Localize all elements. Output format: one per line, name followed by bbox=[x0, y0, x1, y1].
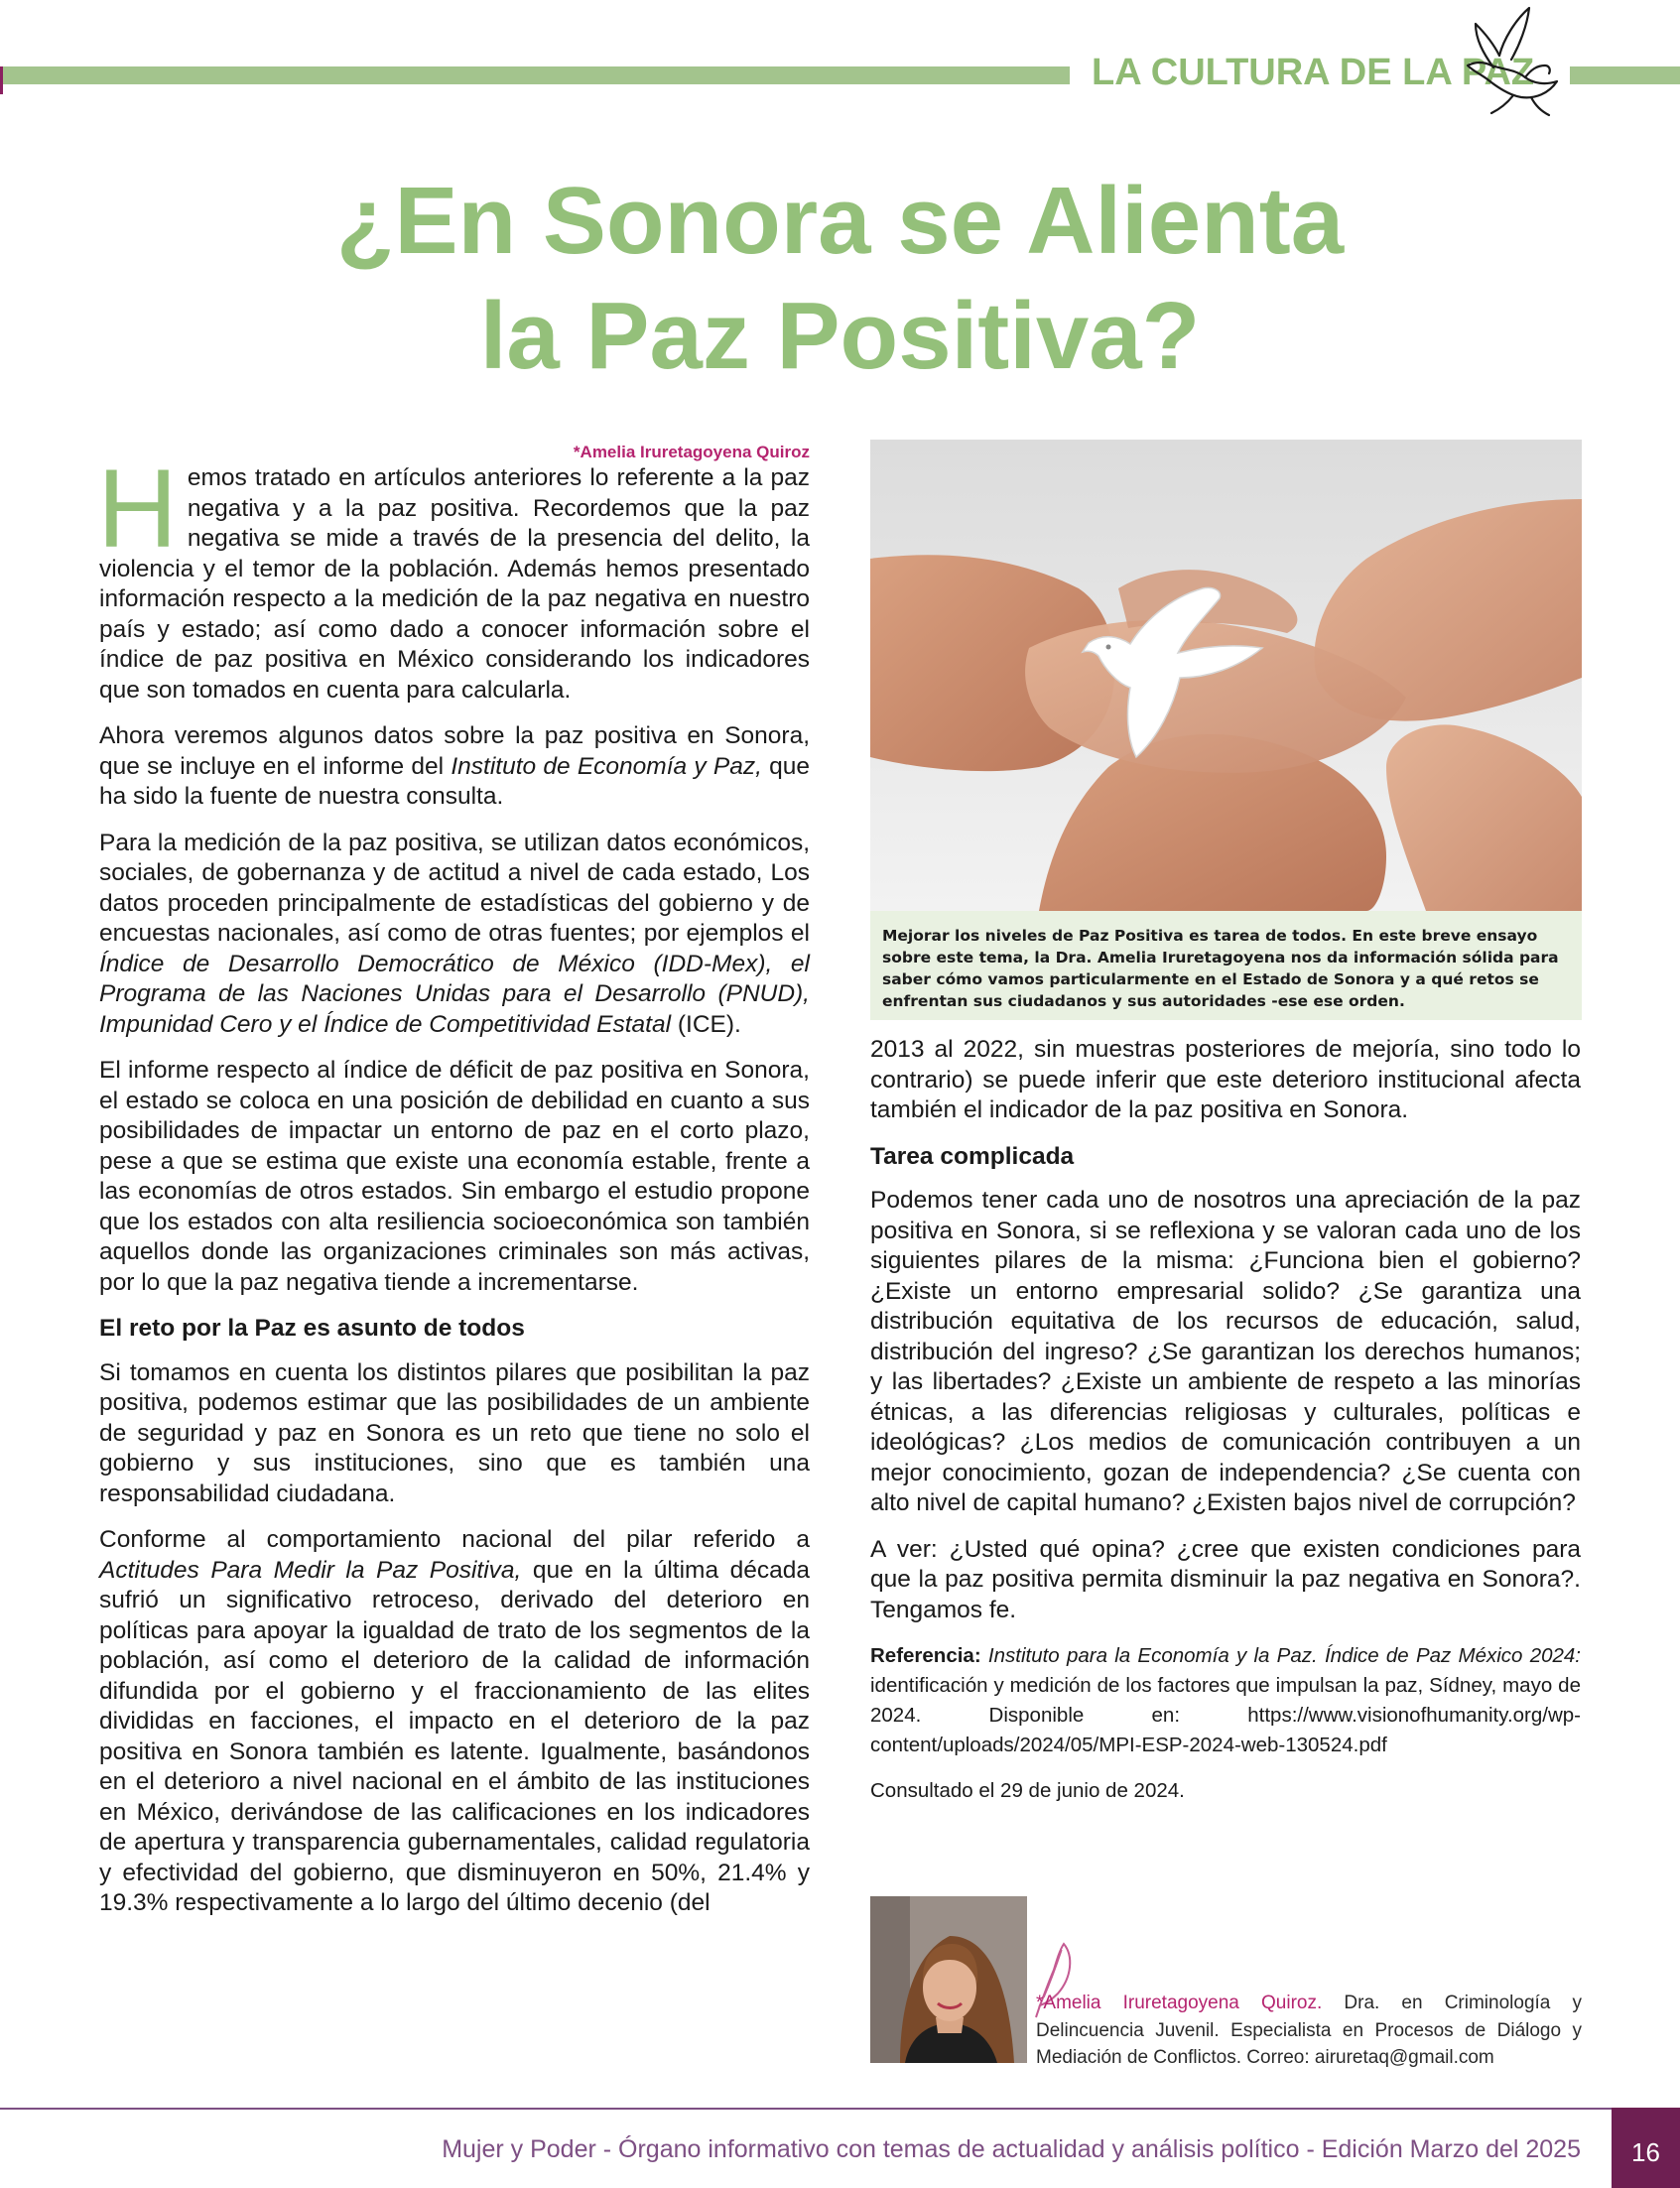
footer-rule bbox=[0, 2108, 1612, 2110]
footer-publication: Mujer y Poder - Órgano informativo con temas de actualidad y análisis político - Edición Marzo del 2025 bbox=[442, 2135, 1581, 2163]
author-bio-name: *Amelia Iruretagoyena Quiroz. bbox=[1036, 1993, 1323, 2013]
author-avatar bbox=[870, 1896, 1027, 2063]
hands-with-dove-photo bbox=[870, 440, 1582, 911]
author-bio-text: Dra. en Criminología y Delincuencia Juvenil. Especialista en Procesos de Diálogo y Mediación de Conflictos. Correo: airuretaq@gmail.com bbox=[1036, 1993, 1583, 2068]
subheading-tarea: Tarea complicada bbox=[870, 1142, 1075, 1170]
dove-icon bbox=[1454, 4, 1568, 118]
left-column bbox=[99, 443, 810, 1935]
paragraph-6 bbox=[99, 1525, 810, 1919]
header-accent-tick bbox=[0, 66, 3, 94]
reference-source: Instituto para la Economía y la Paz. Índice de Paz México 2024: bbox=[980, 1644, 1581, 1667]
paragraph-2 bbox=[99, 721, 810, 813]
section-title: LA CULTURA DE LA PAZ bbox=[1092, 52, 1535, 93]
author-bio bbox=[1036, 1990, 1582, 2072]
paragraph-3 bbox=[99, 829, 810, 1041]
photo-caption: Mejorar los niveles de Paz Positiva es tarea de todos. En este breve ensayo sobre este tema, la Dra. Amelia Iruretagoyena nos da información sólida para saber cómo vamos particularmente en el Estado de Sonora y a qué retos se enfrentan sus ciudadanos y sus autoridades -ese ese orden. bbox=[870, 911, 1582, 1020]
paragraph-6-text-a: Conforme al comportamiento nacional del pilar referido a bbox=[99, 1526, 810, 1553]
paragraph-1-text: emos tratado en artículos anteriores lo referente a la paz negativa y a la paz positiva. Recordemos que la paz negativa se mide a través de la presencia del delito, la violencia y el temor de la población. Además hemos presentado información respecto a la medición de la paz negativa en nuestro país y estado; así como dado a conocer información sobre el índice de paz positiva en México considerando los indicadores que son tomados en cuenta para calcularla. bbox=[99, 464, 810, 704]
paragraph-2-text-a: Ahora veremos algunos datos sobre la paz positiva en Sonora, que se incluye en el informe del bbox=[99, 722, 810, 780]
paragraph-6-emphasis: Actitudes Para Medir la Paz Positiva, bbox=[99, 1556, 522, 1584]
subheading-reto: El reto por la Paz es asunto de todos bbox=[99, 1315, 525, 1342]
paragraph-3-text-b: (ICE). bbox=[671, 1010, 741, 1038]
paragraph-6-text-b: que en la última década sufrió un significativo retroceso, derivado del deterioro en políticas para apoyar la igualdad de trato de los segmentos de la población, así como el deterioro de la calidad de información difundida por el gobierno y el fraccionamiento de las elites divididas en facciones, el impacto en el deterioro de la paz positiva en Sonora también es latente. Igualmente, basándonos en el deterioro a nivel nacional en el ámbito de las instituciones en México, derivándose de las calificaciones en los indicadores de apertura y transparencia gubernamentales, calidad regulatoria y efectividad del gobierno, que disminuyeron en 50%, 21.4% y 19.3% respectivamente a lo largo del último decenio (del bbox=[99, 1556, 811, 1916]
reference bbox=[870, 1641, 1581, 1760]
reference-label: Referencia: bbox=[870, 1644, 981, 1667]
right-column bbox=[870, 1035, 1581, 1822]
article-title-line-1: ¿En Sonora se Alienta bbox=[335, 168, 1345, 274]
paragraph-2-text-b: que ha sido la fuente de nuestra consulta. bbox=[99, 752, 810, 810]
header-bar-right bbox=[1570, 66, 1680, 84]
paragraph-3-text-a: Para la medición de la paz positiva, se utilizan datos económicos, sociales, de gobernanza y de actitud a nivel de cada estado, Los datos proceden principalmente de estadísticas del gobierno y de encuestas nacionales, así como de otras fuentes; por ejemplos el bbox=[99, 829, 810, 947]
paragraph-7: 2013 al 2022, sin muestras posteriores de mejoría, sino todo lo contrario) se puede inferir que este deterioro institucional afecta también el indicador de la paz positiva en Sonora. bbox=[870, 1036, 1581, 1123]
paragraph-4: El informe respecto al índice de déficit de paz positiva en Sonora, el estado se coloca en una posición de debilidad en cuanto a sus posibilidades de impactar un entorno de paz en el corto plazo, pese a que se estima que existe una economía estable, frente a las economías de otros estados. Sin embargo el estudio propone que los estados con alta resiliencia socioeconómica son también aquellos donde las organizaciones criminales son más activas, por lo que la paz negativa tiende a incrementarse. bbox=[99, 1057, 810, 1296]
drop-cap: H bbox=[97, 447, 178, 571]
article-title-line-2: la Paz Positiva? bbox=[479, 283, 1201, 389]
paragraph-2-emphasis: Instituto de Economía y Paz, bbox=[451, 752, 762, 780]
byline: *Amelia Iruretagoyena Quiroz bbox=[573, 443, 810, 461]
paragraph-8: Podemos tener cada uno de nosotros una apreciación de la paz positiva en Sonora, si se reflexiona y se valoran cada uno de los siguientes pilares de la misma: ¿Funciona bien el gobierno? ¿Existe un entorno empresarial solido? ¿Se garantiza una distribución equitativa de los recursos de educación, salud, distribución del ingreso? ¿Se garantizan los derechos humanos; y las libertades? ¿Existe un ambiente de respeto a las minorías étnicas, a las diferencias religiosas y culturales, políticas e ideológicas? ¿Los medios de comunicación contribuyen a un mejor conocimiento, gozan de independencia? ¿Se cuenta con alto nivel de capital humano? ¿Existen bajos nivel de corrupción? bbox=[870, 1187, 1581, 1516]
consulted-date: Consultado el 29 de junio de 2024. bbox=[870, 1779, 1185, 1802]
paragraph-5: Si tomamos en cuenta los distintos pilares que posibilitan la paz positiva, podemos estimar que las posibilidades de un ambiente de seguridad y paz en Sonora es un reto que tiene no solo el gobierno y sus instituciones, sino que es también una responsabilidad ciudadana. bbox=[99, 1358, 810, 1507]
article-title bbox=[0, 164, 1680, 394]
reference-text: identificación y medición de los factores que impulsan la paz, Sídney, mayo de 2024. Disponible en: https://www.visionofhumanity.org/wp-content/uploads/2024/05/MPI-ESP-2024-web-130524.pdf bbox=[870, 1674, 1581, 1756]
header-bar-left bbox=[0, 66, 1070, 84]
paragraph-3-emphasis: Índice de Desarrollo Democrático de México (IDD-Mex), el Programa de las Naciones Unidas para el Desarrollo (PNUD), Impunidad Cero y el Índice de Competitividad Estatal bbox=[99, 950, 810, 1038]
paragraph-9: A ver: ¿Usted qué opina? ¿cree que existen condiciones para que la paz positiva permita disminuir la paz negativa en Sonora?. Tengamos fe. bbox=[870, 1535, 1581, 1623]
page-number: 16 bbox=[1612, 2108, 1680, 2188]
